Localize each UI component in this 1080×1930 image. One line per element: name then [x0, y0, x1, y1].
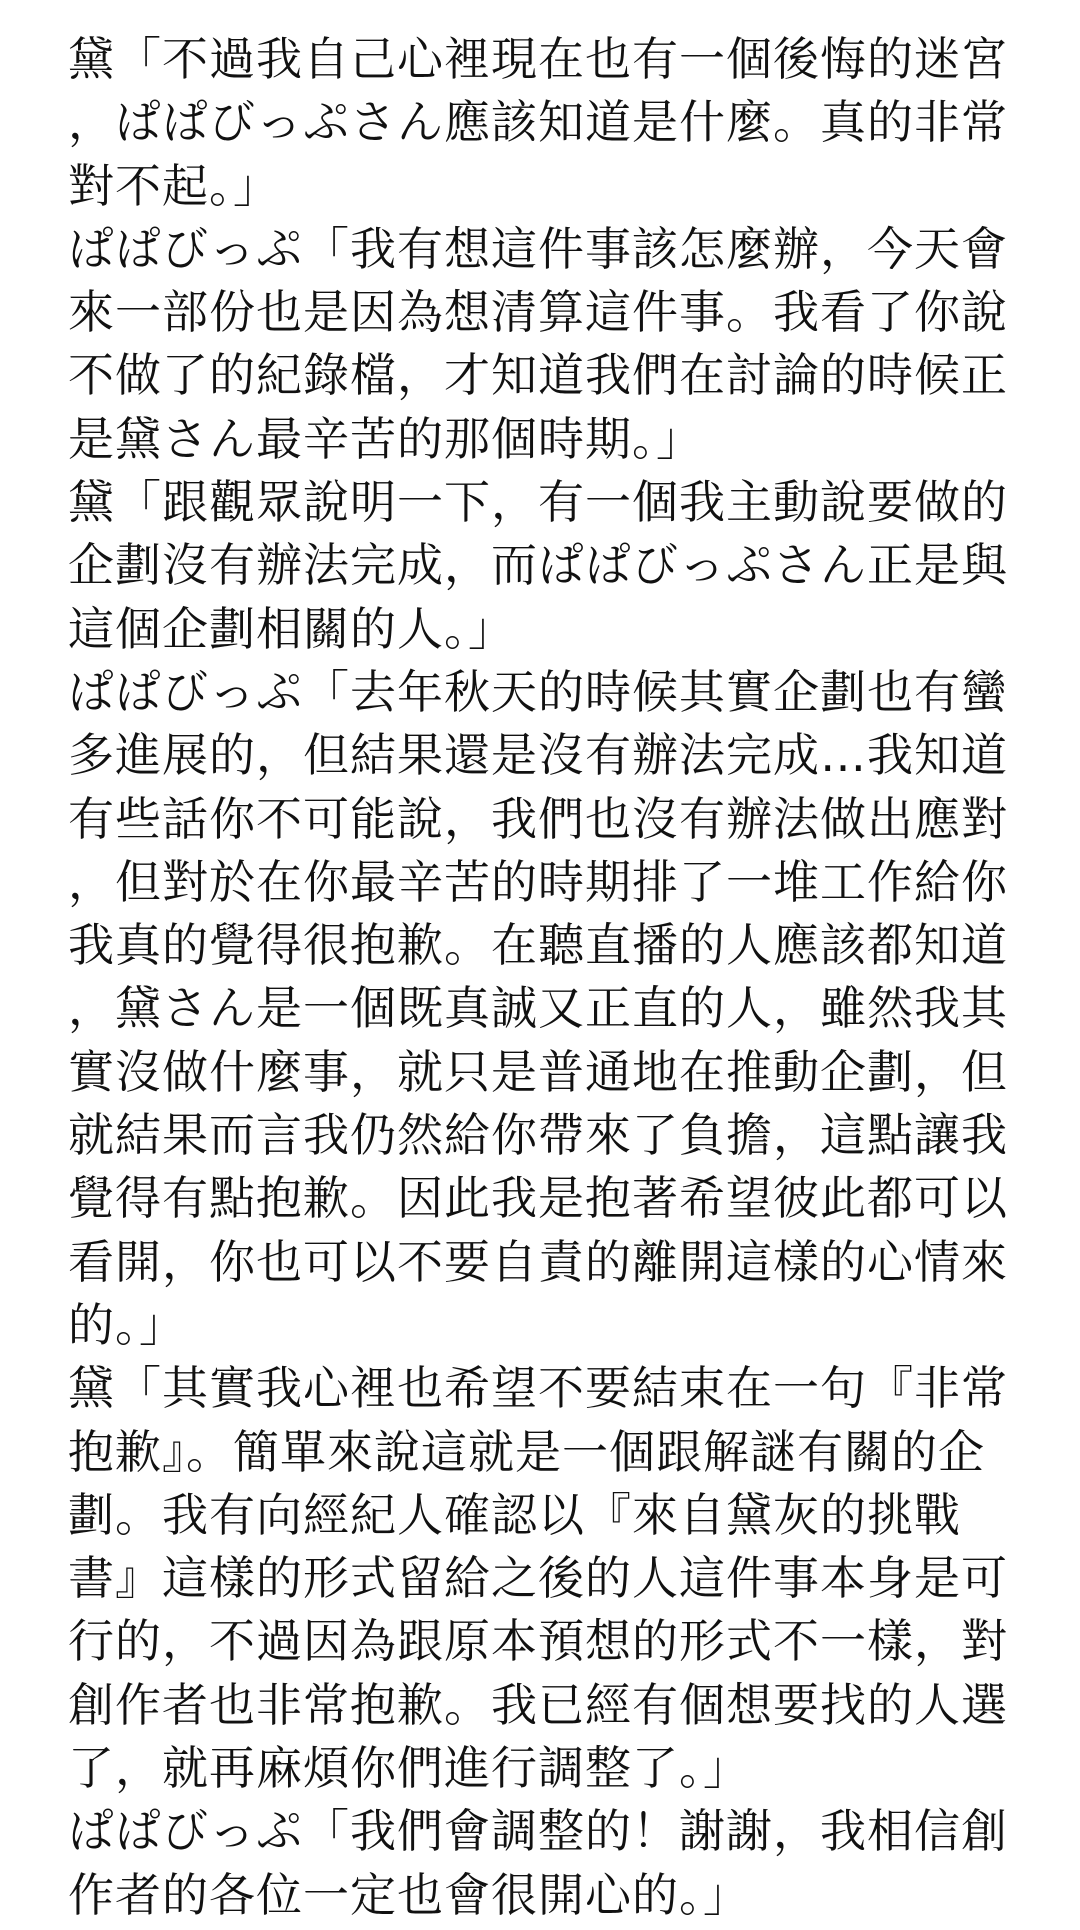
text-line: 黛「其實我心裡也希望不要結束在一句『非常	[68, 1361, 1008, 1416]
text-line: 我真的覺得很抱歉。在聽直播的人應該都知道	[68, 918, 1008, 973]
text-line: 抱歉』。簡單來說這就是一個跟解謎有關的企	[68, 1424, 985, 1479]
text-line: 多進展的，但結果還是沒有辦法完成…我知道	[68, 728, 1008, 783]
text-line: 黛「不過我自己心裡現在也有一個後悔的迷宮	[68, 32, 1008, 86]
text-line: 實沒做什麼事，就只是普通地在推動企劃，但	[68, 1044, 1008, 1099]
transcript-text	[68, 28, 1028, 1927]
text-line: ぱぱびっぷ「我有想這件事該怎麼辦，今天會	[68, 221, 1008, 276]
text-line: 創作者也非常抱歉。我已經有個想要找的人選	[68, 1677, 1008, 1732]
text-line: 作者的各位一定也會很開心的。」	[68, 1867, 750, 1922]
text-line: 書』這樣的形式留給之後的人這件事本身是可	[68, 1551, 1008, 1606]
text-line: ，但對於在你最辛苦的時期排了一堆工作給你	[68, 854, 1008, 909]
text-line: 的。」	[68, 1297, 186, 1352]
text-line: ，ぱぱびっぷさん應該知道是什麼。真的非常	[68, 95, 1008, 150]
text-line: 這個企劃相關的人。」	[68, 601, 515, 656]
text-line: 不做了的紀錄檔，才知道我們在討論的時候正	[68, 348, 1008, 403]
text-line: ，黛さん是一個既真誠又正直的人，雖然我其	[68, 981, 1008, 1036]
text-line: 有些話你不可能說，我們也沒有辦法做出應對	[68, 791, 1008, 846]
text-line: ぱぱびっぷ「去年秋天的時候其實企劃也有蠻	[68, 664, 1008, 719]
text-line: 看開，你也可以不要自責的離開這樣的心情來	[68, 1234, 1008, 1289]
text-line: 來一部份也是因為想清算這件事。我看了你說	[68, 285, 1008, 340]
text-line: 黛「跟觀眾說明一下，有一個我主動說要做的	[68, 475, 1008, 530]
text-line: 對不起。」	[68, 158, 280, 213]
text-line: 是黛さん最辛苦的那個時期。」	[68, 411, 703, 466]
text-line: 企劃沒有辦法完成，而ぱぱびっぷさん正是與	[68, 538, 1008, 593]
text-line: ぱぱびっぷ「我們會調整的！謝謝，我相信創	[68, 1804, 1008, 1859]
text-line: 行的，不過因為跟原本預想的形式不一樣，對	[68, 1614, 1008, 1669]
text-line: 劃。我有向經紀人確認以『來自黛灰的挑戰	[68, 1487, 961, 1542]
text-line: 了，就再麻煩你們進行調整了。」	[68, 1741, 750, 1796]
text-line: 就結果而言我仍然給你帶來了負擔，這點讓我	[68, 1108, 1008, 1163]
text-line: 覺得有點抱歉。因此我是抱著希望彼此都可以	[68, 1171, 1008, 1226]
